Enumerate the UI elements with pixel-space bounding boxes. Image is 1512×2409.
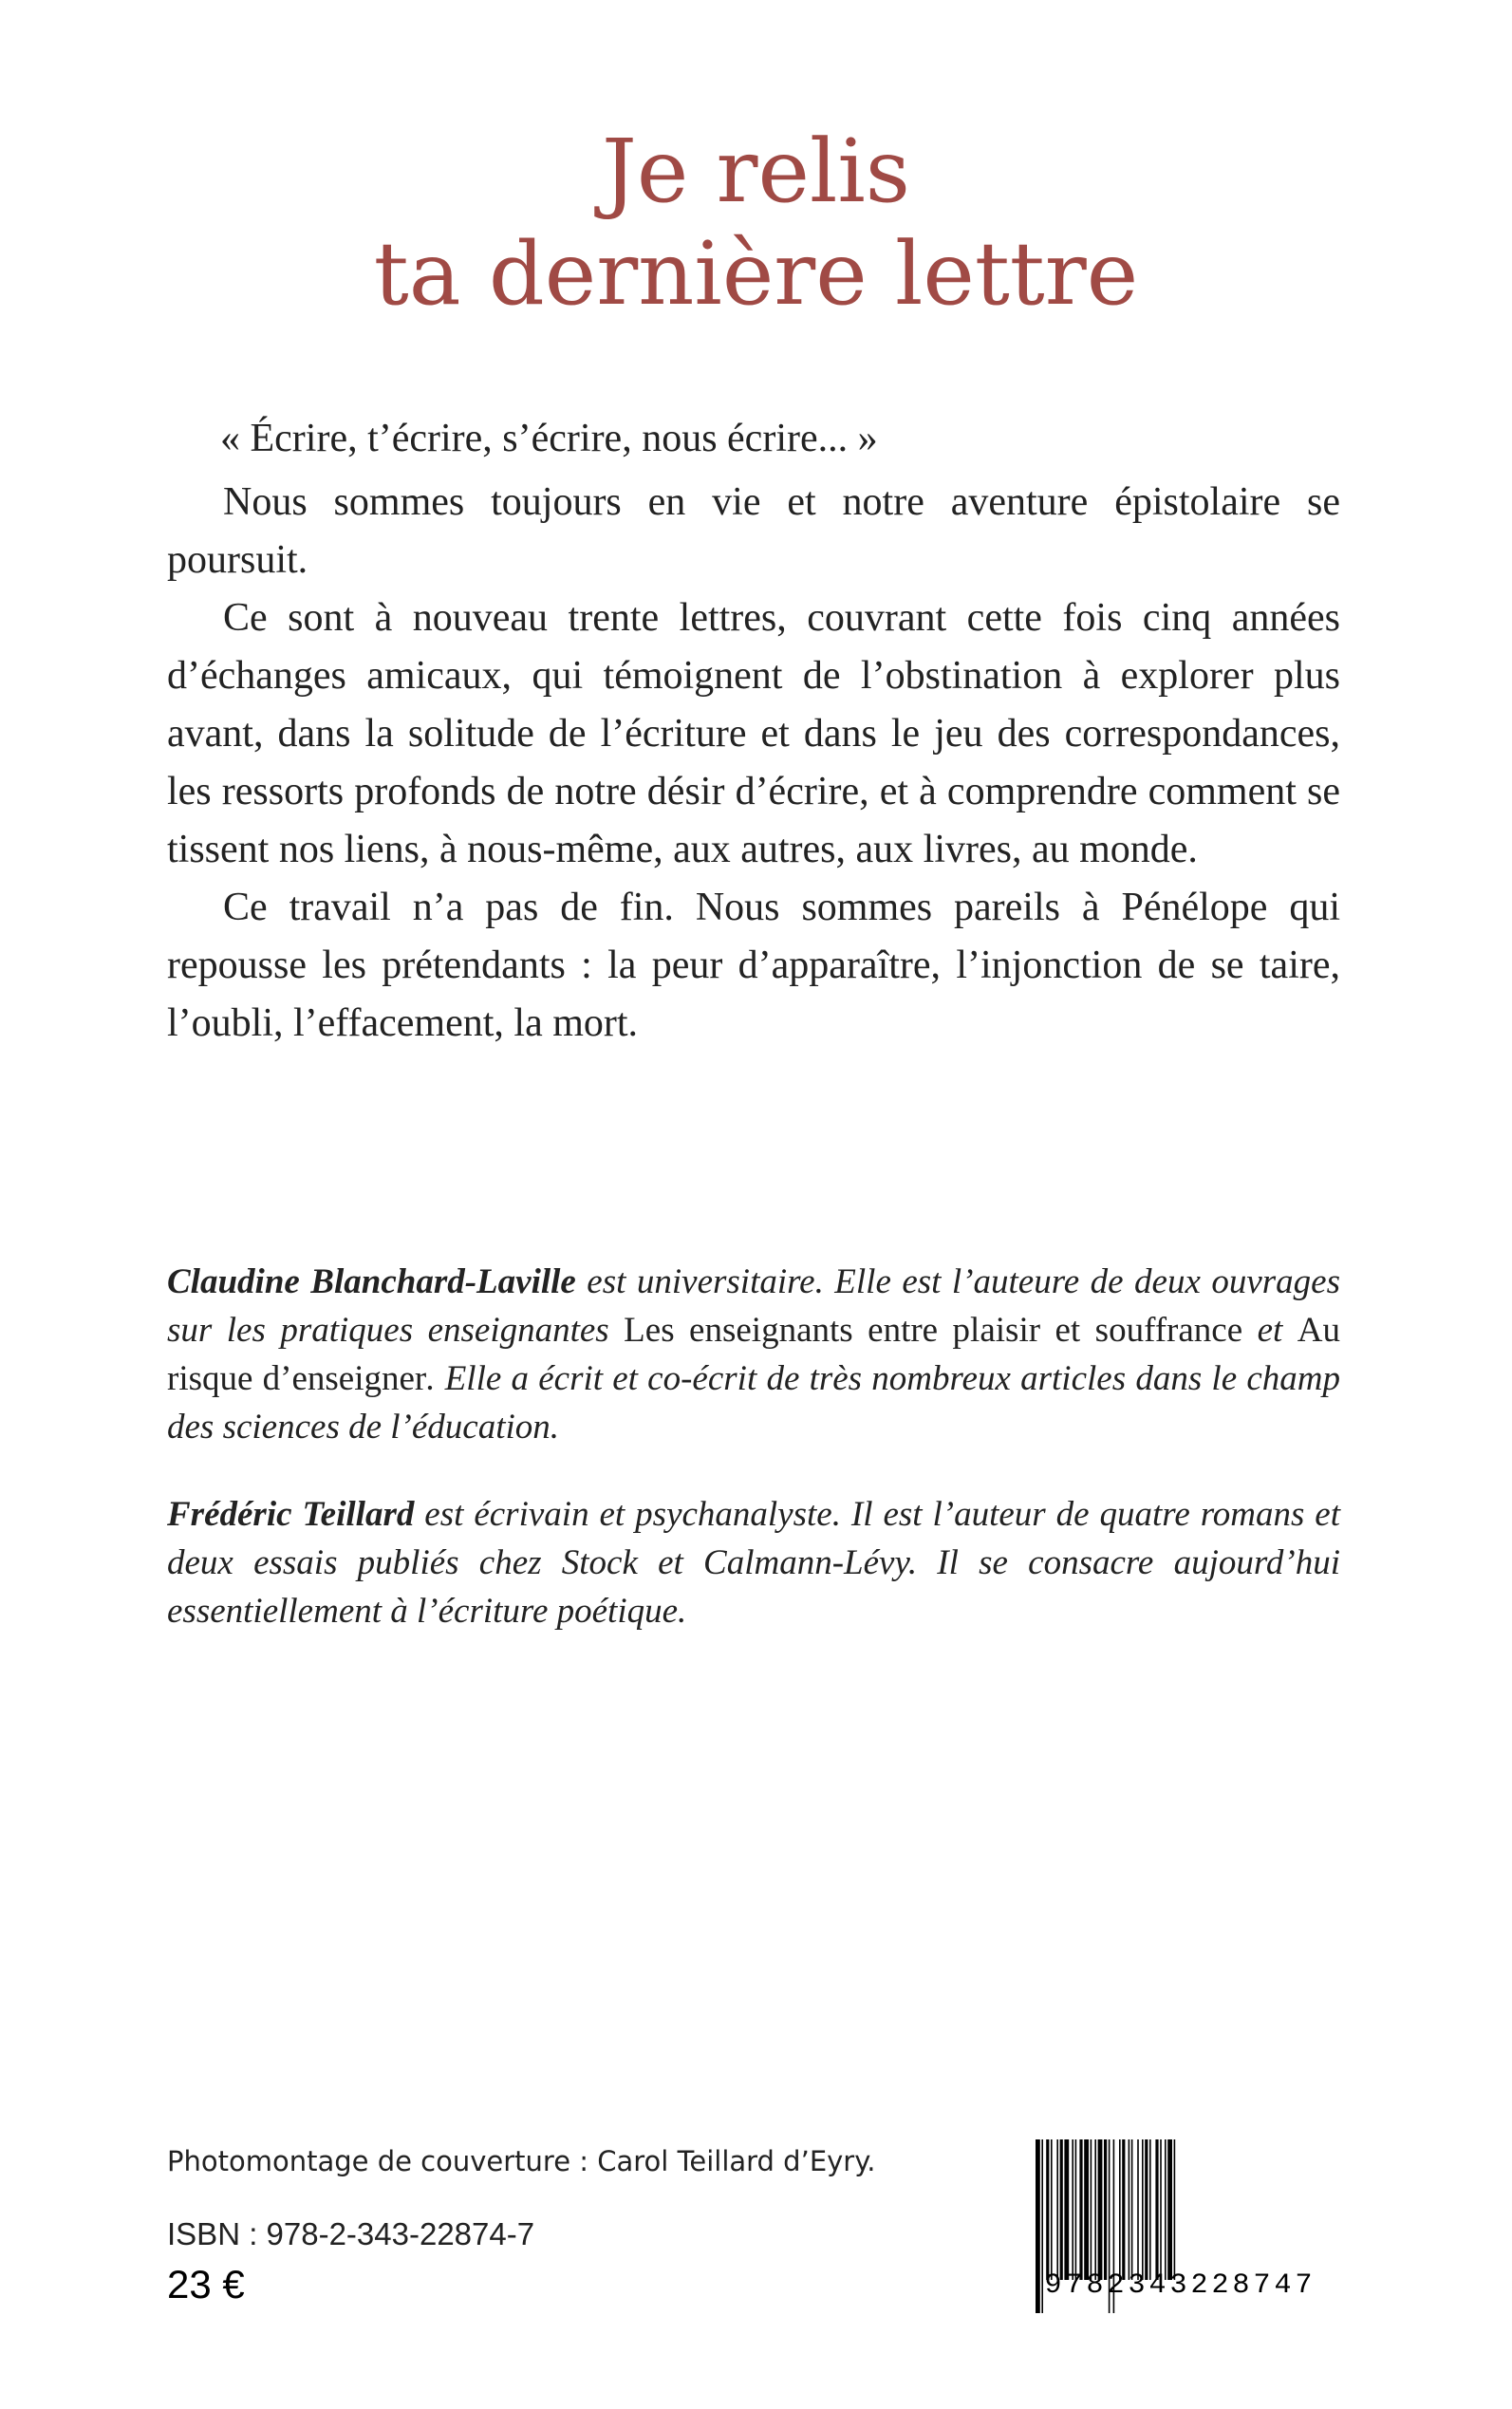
blurb-quote: « Écrire, t’écrire, s’écrire, nous écrire... » (220, 417, 878, 460)
bio-1-text-c: . Elle a écrit et co-écrit de très nombreux articles dans le champ des sciences de l’éducation. (167, 1359, 1340, 1447)
blurb-paragraph-2: Ce sont à nouveau trente lettres, couvrant cette fois cinq années d’échanges amicaux, qui témoignent de l’obstination à explorer plus avant, dans la solitude de l’écriture et dans le jeu des correspondances, les ressorts profonds de notre désir d’écrire, et à comprendre comment se tissent nos liens, à nous-même, aux autres, aux livres, au monde. (167, 596, 1340, 871)
book-title-line-1: Je relis (601, 121, 911, 222)
author-bio-1 (167, 1258, 1340, 1451)
blurb-paragraph-1: Nous sommes toujours en vie et notre aventure épistolaire se poursuit. (167, 480, 1340, 582)
author-bio-2 (167, 1490, 1340, 1635)
bio-1-book-2: Au risque d’enseigner (167, 1311, 1341, 1398)
barcode-digits: 9782343228747 (1044, 2269, 1316, 2302)
blurb-paragraph-3: Ce travail n’a pas de fin. Nous sommes pareils à Pénélope qui repousse les prétendants : la peur d’apparaître, l’injonction de se taire, l’oubli, l’effacement, la mort. (167, 886, 1340, 1045)
bio-1-book-1: Les enseignants entre plaisir et souffrance (624, 1311, 1243, 1350)
bio-1-text-b: et (1242, 1311, 1297, 1350)
bio-1-text-a: est universitaire. Elle est l’auteure de deux ouvrages sur les pratiques enseignantes (167, 1262, 1340, 1350)
book-title-line-2: ta dernière lettre (373, 223, 1139, 325)
bio-2-text: est écrivain et psychanalyste. Il est l’auteur de quatre romans et deux essais publiés chez Stock et Calmann-Lévy. Il se consacre aujourd’hui essentiellement à l’écriture poétique. (167, 1495, 1340, 1631)
author-name-2: Frédéric Teillard (167, 1495, 415, 1534)
author-name-1: Claudine Blanchard-Laville (167, 1262, 576, 1301)
blurb (167, 474, 1340, 1053)
isbn: ISBN : 978-2-343-22874-7 (167, 2216, 535, 2251)
cover-credit: Photomontage de couverture : Carol Teillard d’Eyry. (167, 2145, 876, 2177)
price: 23 € (167, 2262, 245, 2306)
